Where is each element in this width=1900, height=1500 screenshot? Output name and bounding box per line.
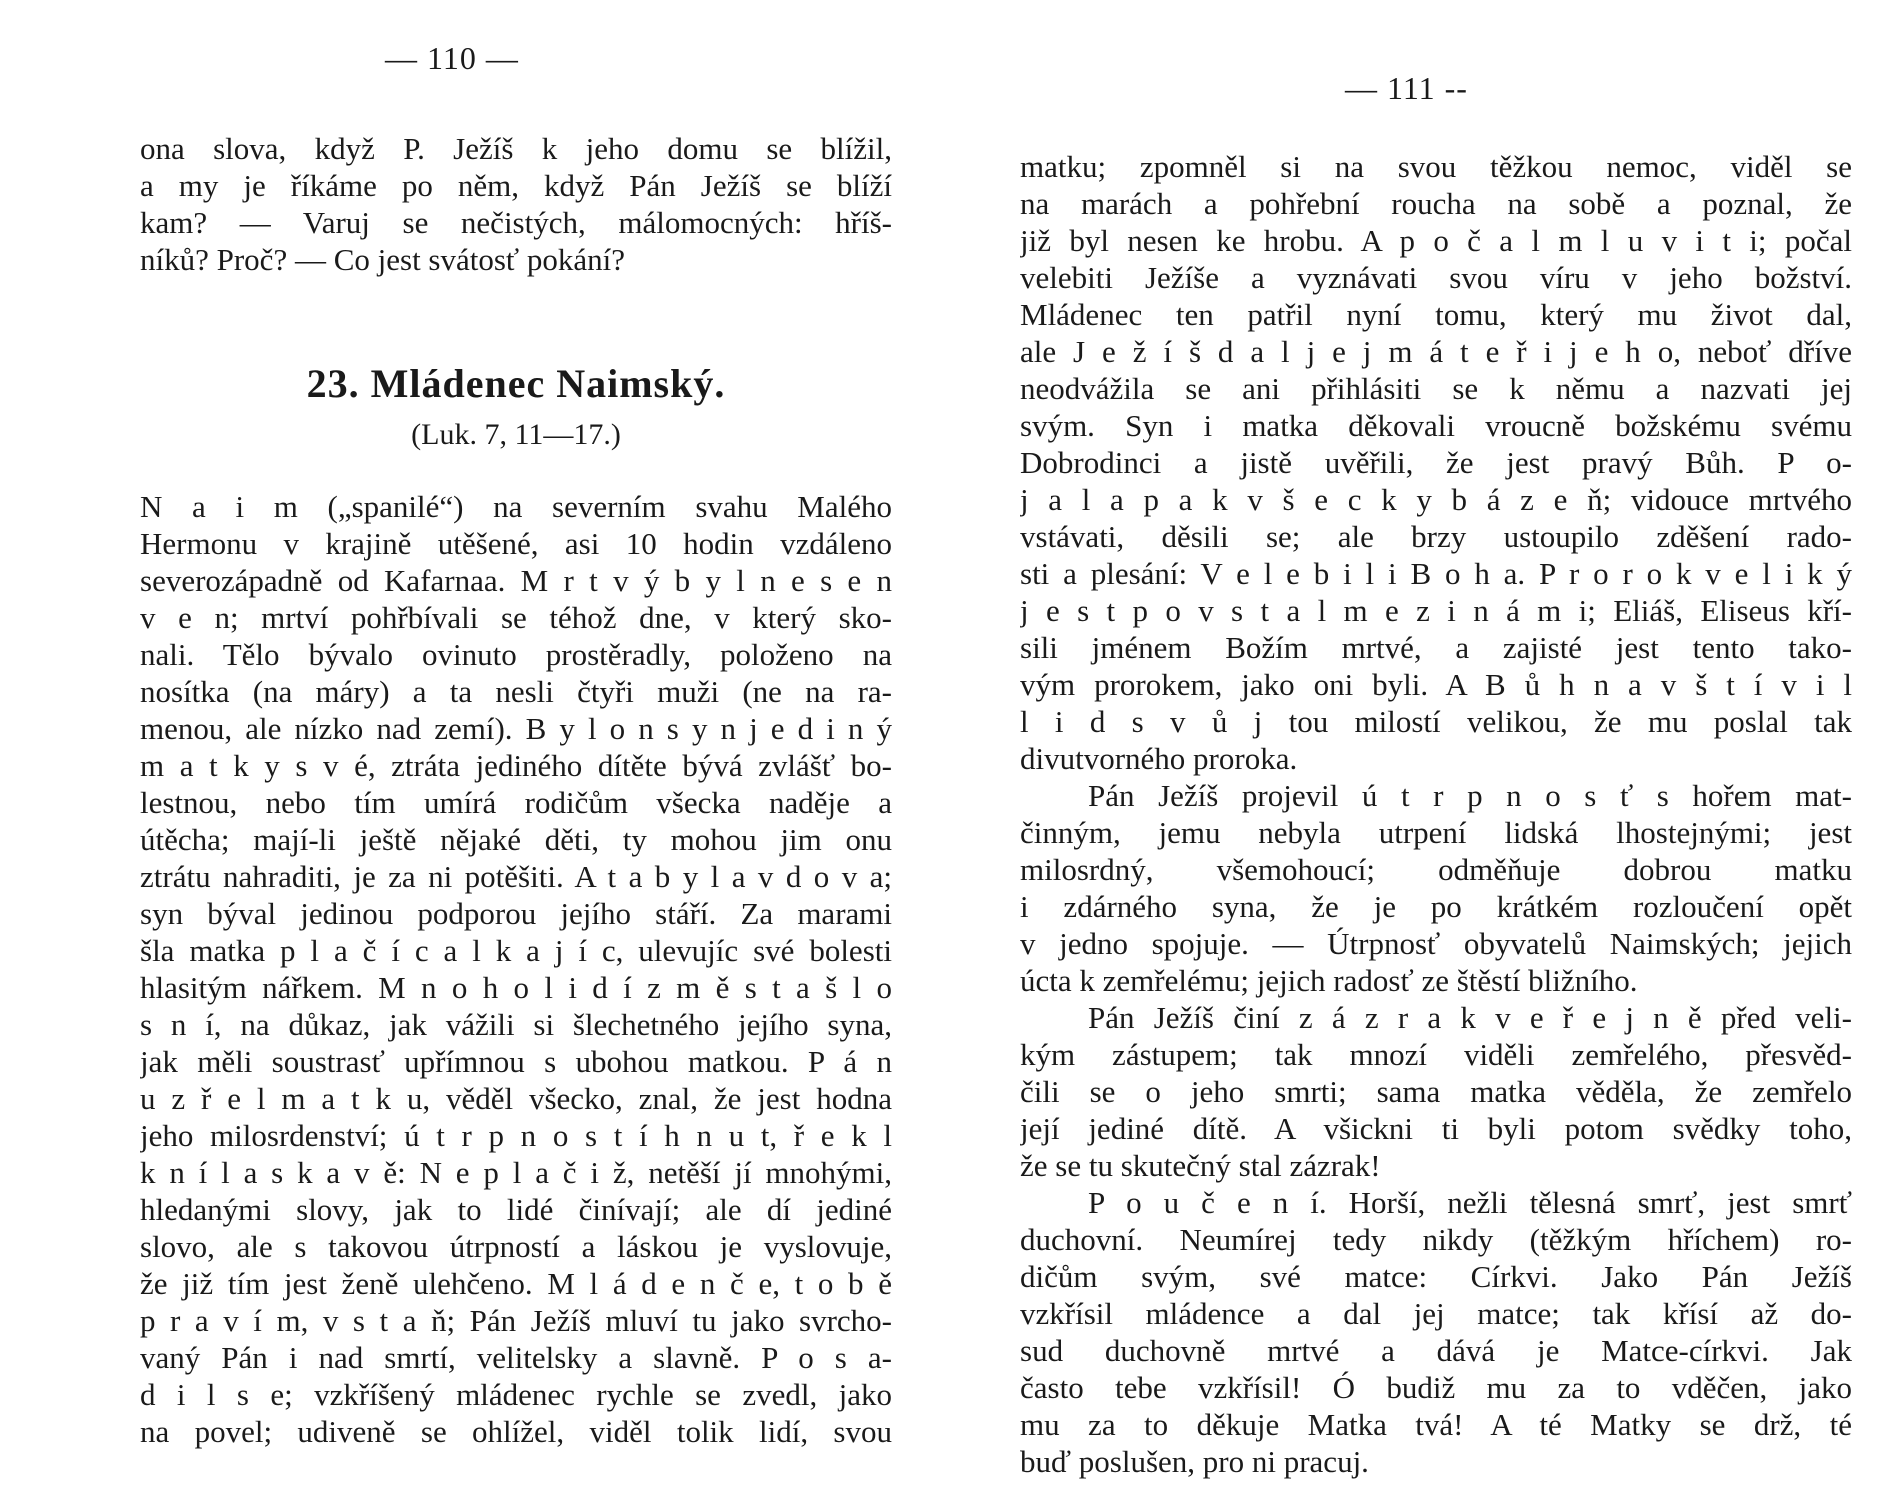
text-line: na povel; udiveně se ohlížel, viděl tolik lidí, svou <box>140 1414 892 1449</box>
text-line: sud duchovně mrtvé a dává je Matce-církvi. Jak <box>1020 1333 1852 1368</box>
text-line: na marách a pohřební roucha na sobě a poznal, že <box>1020 186 1852 221</box>
text-line: Mládenec ten patřil nyní tomu, který mu život dal, <box>1020 297 1852 332</box>
text-line: níků? Proč? — Co jest svátosť pokání? <box>140 242 626 277</box>
text-line: ona slova, když P. Ježíš k jeho domu se blížil, <box>140 131 892 166</box>
text-line: velebiti Ježíše a vyznávati svou víru v jeho božství. <box>1020 260 1852 295</box>
chapter-body <box>140 488 892 1450</box>
text-line: že již tím jest ženě ulehčeno. M l á d e n č e, t o b ě <box>140 1266 892 1301</box>
right-page-body <box>1020 148 1852 1480</box>
text-line: Pán Ježíš činí z á z r a k v e ř e j n ě před veli- <box>1088 1000 1852 1035</box>
text-line: dičům svým, své matce: Církvi. Jako Pán Ježíš <box>1020 1259 1852 1294</box>
text-line: kým zástupem; tak mnozí viděli zemřelého, přesvěd- <box>1020 1037 1852 1072</box>
text-line: nosítka (na máry) a ta nesli čtyři muži (ne na ra- <box>140 674 892 709</box>
text-line: vstávati, děsili se; ale brzy ustoupilo zděšení rado- <box>1020 519 1852 554</box>
text-line: m a t k y s v é, ztráta jediného dítěte bývá zvlášť bo- <box>140 748 892 783</box>
text-line: Hermonu v krajině utěšené, asi 10 hodin vzdáleno <box>140 526 892 561</box>
text-line: mu za to děkuje Matka tvá! A té Matky se drž, té <box>1020 1407 1852 1442</box>
text-line: čili se o jeho smrti; sama matka věděla, že zemřelo <box>1020 1074 1852 1109</box>
chapter-reference: (Luk. 7, 11—17.) <box>411 418 621 451</box>
text-line: s n í, na důkaz, jak vážili si šlechetného jejího syna, <box>140 1007 892 1042</box>
text-line: P o u č e n í. Horší, nežli tělesná smrť, jest smrť <box>1088 1185 1852 1220</box>
text-line: vým prorokem, jako oni byli. A B ů h n a v š t í v i l <box>1020 667 1852 702</box>
text-line: syn býval jedinou podporou jejího stáří. Za marami <box>140 896 892 931</box>
text-line: vaný Pán i nad smrtí, velitelsky a slavně. P o s a- <box>140 1340 892 1375</box>
text-line: svým. Syn i matka děkovali vroucně božskému svému <box>1020 408 1852 443</box>
text-line: j e s t p o v s t a l m e z i n á m i; Eliáš, Eliseus kří- <box>1020 593 1852 628</box>
text-line: ale J e ž í š d a l j e j m á t e ř i j e h o, neboť dříve <box>1020 334 1852 369</box>
text-line: sti a plesání: V e l e b i l i B o h a. P r o r o k v e l i k ý <box>1020 556 1852 591</box>
text-line: divutvorného proroka. <box>1020 741 1298 776</box>
text-line: neodvážila se ani přihlásiti se k němu a nazvati jej <box>1020 371 1852 406</box>
page-number-left: — 110 — <box>385 40 519 76</box>
text-line: menou, ale nízko nad zemí). B y l o n s y n j e d i n ý <box>140 711 892 746</box>
page-number-right: — 111 -- <box>1345 70 1468 106</box>
text-line: duchovní. Neumírej tedy nikdy (těžkým hříchem) ro- <box>1020 1222 1852 1257</box>
text-line: šla matka p l a č í c a l k a j í c, ulevujíc své bolesti <box>140 933 892 968</box>
intro-paragraph <box>140 130 892 278</box>
text-line: matku; zpomněl si na svou těžkou nemoc, viděl se <box>1020 149 1852 184</box>
text-line: lestnou, nebo tím umírá rodičům všecka naděje a <box>140 785 892 820</box>
text-line: v jedno spojuje. — Útrpnosť obyvatelů Naimských; jejich <box>1020 926 1852 961</box>
text-line: úcta k zemřelému; jejich radosť ze štěstí bližního. <box>1020 963 1638 998</box>
text-line: ztrátu nahraditi, je za ni potěšiti. A t a b y l a v d o v a; <box>140 859 892 894</box>
text-line: že se tu skutečný stal zázrak! <box>1020 1148 1381 1183</box>
text-line: d i l s e; vzkříšený mládenec rychle se zvedl, jako <box>140 1377 892 1412</box>
text-line: milosrdný, všemohoucí; odměňuje dobrou matku <box>1020 852 1852 887</box>
text-line: u z ř e l m a t k u, věděl všecko, znal, že jest hodna <box>140 1081 892 1116</box>
text-line: její jediné dítě. A všickni ti byli potom svědky toho, <box>1020 1111 1852 1146</box>
text-line: N a i m („spanilé“) na severním svahu Malého <box>140 489 892 524</box>
text-line: buď poslušen, pro ni pracuj. <box>1020 1444 1369 1479</box>
text-line: často tebe vzkřísil! Ó budiž mu za to vděčen, jako <box>1020 1370 1852 1405</box>
text-line: j a l a p a k v š e c k y b á z e ň; vidouce mrtvého <box>1020 482 1852 517</box>
text-line: jak měli soustrasť upřímnou s ubohou matkou. P á n <box>140 1044 892 1079</box>
text-line: p r a v í m, v s t a ň; Pán Ježíš mluví tu jako svrcho- <box>140 1303 892 1338</box>
text-line: slovo, ale s takovou útrpností a láskou je vyslovuje, <box>140 1229 892 1264</box>
text-line: k n í l a s k a v ě: N e p l a č i ž, netěší jí mnohými, <box>140 1155 892 1190</box>
text-line: sili jménem Božím mrtvé, a zajisté jest tento tako- <box>1020 630 1852 665</box>
text-line: Dobrodinci a jistě uvěřili, že jest pravý Bůh. P o- <box>1020 445 1852 480</box>
text-line: kam? — Varuj se nečistých, málomocných: hříš- <box>140 205 892 240</box>
text-line: hledanými slovy, jak to lidé činívají; ale dí jediné <box>140 1192 892 1227</box>
text-line: vzkřísil mládence a dal jej matce; tak křísí až do- <box>1020 1296 1852 1331</box>
text-line: severozápadně od Kafarnaa. M r t v ý b y l n e s e n <box>140 563 892 598</box>
text-line: a my je říkáme po něm, když Pán Ježíš se blíží <box>140 168 892 203</box>
text-line: jeho milosrdenství; ú t r p n o s t í h n u t, ř e k l <box>140 1118 892 1153</box>
text-line: nali. Tělo bývalo ovinuto prostěradly, položeno na <box>140 637 892 672</box>
text-line: hlasitým nářkem. M n o h o l i d í z m ě s t a š l o <box>140 970 892 1005</box>
text-line: útěcha; mají-li ještě nějaké děti, ty mohou jim onu <box>140 822 892 857</box>
text-line: již byl nesen ke hrobu. A p o č a l m l u v i t i; počal <box>1020 223 1852 258</box>
text-line: v e n; mrtví pohřbívali se téhož dne, v který sko- <box>140 600 892 635</box>
text-line: Pán Ježíš projevil ú t r p n o s ť s hořem mat- <box>1088 778 1852 813</box>
chapter-title: 23. Mládenec Naimský. <box>306 361 726 406</box>
text-line: l i d s v ů j tou milostí velikou, že mu poslal tak <box>1020 704 1852 739</box>
text-line: i zdárného syna, že je po krátkém rozloučení opět <box>1020 889 1852 924</box>
text-line: činným, jemu nebyla utrpení lidská lhostejnými; jest <box>1020 815 1852 850</box>
